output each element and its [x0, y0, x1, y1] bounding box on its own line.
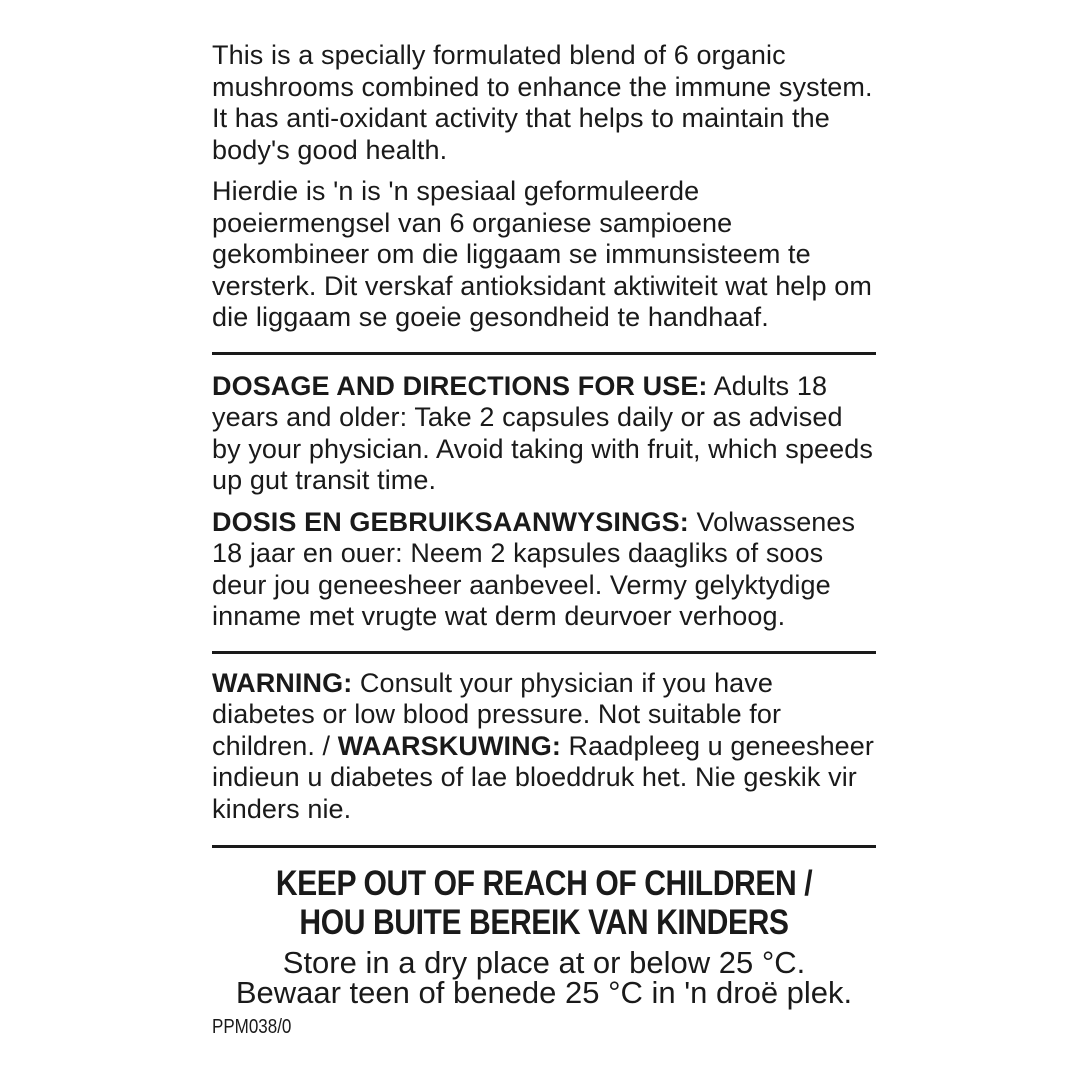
keep-out-afrikaans: HOU BUITE BEREIK VAN KINDERS — [299, 903, 789, 942]
keep-out-english: KEEP OUT OF REACH OF CHILDREN / — [275, 864, 813, 903]
dosage-english-text: Adults 18 years and older: Take 2 capsules daily or as advised by your physician. Avoid taking with fruit, which speeds up gut transit time. — [212, 370, 873, 495]
spacer — [212, 497, 876, 507]
storage-english: Store in a dry place at or below 25 °C. — [282, 945, 806, 980]
warning-afrikaans-heading: WAARSKUWING: — [337, 730, 561, 761]
product-code: PPM038/0 — [212, 1016, 292, 1038]
warning-afrikaans-text: Raadpleeg u geneesheer indieun u diabetes of lae bloeddruk het. Nie geskik vir kinders nie. — [212, 730, 875, 824]
dosage-english-heading: DOSAGE AND DIRECTIONS FOR USE: — [212, 370, 708, 401]
spacer — [212, 355, 876, 371]
product-label — [212, 40, 876, 1038]
spacer — [212, 166, 876, 176]
dosage-english — [212, 371, 876, 497]
spacer — [212, 825, 876, 845]
dosage-afrikaans-text: Volwassenes 18 jaar en ouer: Neem 2 kapsules daagliks of soos deur jou geneesheer aanbeveel. Vermy gelyktydige inname met vrugte wat derm deurvoer verhoog. — [212, 506, 856, 631]
spacer — [212, 654, 876, 668]
intro-afrikaans: Hierdie is 'n is 'n spesiaal geformuleerde poeiermengsel van 6 organiese sampioene gekombineer om die liggaam se immunsisteem te versterk. Dit verskaf antioksidant aktiwiteit wat help om die liggaam se goeie gesondheid te handhaaf. — [212, 176, 872, 332]
warning-english-heading: WARNING: — [212, 667, 353, 698]
spacer — [212, 334, 876, 352]
dosage-afrikaans — [212, 507, 876, 633]
intro-english: This is a specially formulated blend of 6 organic mushrooms combined to enhance the immune system. It has anti-oxidant activity that helps to maintain the body's good health. — [212, 40, 873, 165]
dosage-afrikaans-heading: DOSIS EN GEBRUIKSAANWYSINGS: — [212, 506, 689, 537]
warning-english-text: Consult your physician if you have diabetes or low blood pressure. Not suitable for children. / — [212, 667, 782, 761]
storage-afrikaans: Bewaar teen of benede 25 °C in 'n droë plek. — [235, 975, 853, 1010]
warning-block — [212, 668, 876, 826]
spacer — [212, 848, 876, 864]
spacer — [212, 633, 876, 651]
